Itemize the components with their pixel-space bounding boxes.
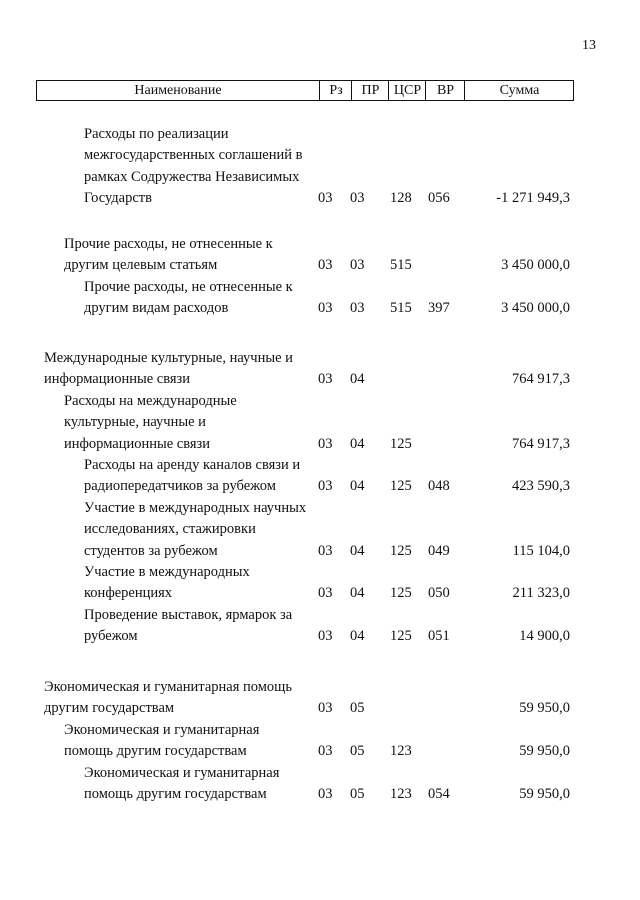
- cell-rz: 03: [318, 628, 333, 645]
- row-name-line: Прочие расходы, не отнесенные к: [84, 279, 293, 295]
- header-rz: Рз: [319, 81, 352, 100]
- cell-pr: 05: [350, 700, 365, 717]
- table-header: [36, 80, 574, 101]
- cell-rz: 03: [318, 371, 333, 388]
- cell-vr: 397: [428, 300, 450, 317]
- cell-rz: 03: [318, 300, 333, 317]
- row-name: [64, 720, 259, 763]
- row-name-line: Прочие расходы, не отнесенные к: [64, 236, 273, 252]
- cell-csr: 125: [390, 478, 412, 495]
- cell-csr: 128: [390, 190, 412, 207]
- row-name: [84, 763, 279, 806]
- row-name-line: Участие в международных: [84, 564, 250, 580]
- cell-rz: 03: [318, 542, 333, 559]
- cell-vr: 051: [428, 628, 450, 645]
- cell-sum: 14 900,0: [519, 628, 570, 645]
- cell-pr: 04: [350, 435, 365, 452]
- cell-pr: 05: [350, 786, 365, 803]
- cell-csr: 123: [390, 786, 412, 803]
- cell-rz: 03: [318, 786, 333, 803]
- row-name: [84, 605, 292, 648]
- row-name: [44, 677, 292, 720]
- row-name-line: Участие в международных научных: [84, 500, 307, 516]
- page-number: 13: [582, 38, 596, 53]
- cell-csr: 125: [390, 585, 412, 602]
- cell-pr: 03: [350, 190, 365, 207]
- cell-sum: 764 917,3: [512, 371, 570, 388]
- cell-csr: 123: [390, 743, 412, 760]
- cell-pr: 04: [350, 542, 365, 559]
- cell-vr: 054: [428, 786, 450, 803]
- row-name-line: рамках Содружества Независимых: [84, 168, 300, 185]
- cell-sum: 211 323,0: [512, 585, 570, 602]
- cell-csr: 125: [390, 542, 412, 559]
- cell-sum: 115 104,0: [512, 542, 570, 559]
- cell-csr: 125: [390, 628, 412, 645]
- cell-pr: 03: [350, 257, 365, 274]
- row-name: [44, 348, 293, 391]
- cell-rz: 03: [318, 257, 333, 274]
- row-name-line: Расходы по реализации: [84, 126, 229, 142]
- cell-sum: 764 917,3: [512, 435, 570, 452]
- cell-rz: 03: [318, 700, 333, 717]
- cell-pr: 03: [350, 300, 365, 317]
- cell-vr: 056: [428, 190, 450, 207]
- cell-pr: 05: [350, 743, 365, 760]
- cell-csr: 515: [390, 300, 412, 317]
- cell-rz: 03: [318, 435, 333, 452]
- row-name-line: Международные культурные, научные и: [44, 350, 293, 366]
- header-name: Наименование: [134, 83, 222, 98]
- row-name-line: помощь другим государствам: [84, 786, 267, 803]
- header-sum: Сумма: [464, 81, 574, 100]
- row-name-line: культурные, научные и: [64, 414, 206, 431]
- row-name-line: Экономическая и гуманитарная помощь: [44, 679, 292, 695]
- cell-rz: 03: [318, 585, 333, 602]
- row-name-line: рубежом: [84, 628, 138, 645]
- row-name-line: Экономическая и гуманитарная: [64, 722, 260, 738]
- row-name: [84, 498, 306, 562]
- row-name: [84, 277, 293, 320]
- row-name: [84, 124, 303, 210]
- row-name: [64, 234, 273, 277]
- cell-sum: 59 950,0: [519, 743, 570, 760]
- row-name-line: другим целевым статьям: [64, 257, 218, 274]
- cell-rz: 03: [318, 743, 333, 760]
- cell-sum: 3 450 000,0: [501, 300, 570, 317]
- row-name-line: информационные связи: [44, 371, 191, 388]
- row-name-line: Экономическая и гуманитарная: [84, 765, 280, 781]
- header-pr: ПР: [351, 81, 389, 100]
- cell-sum: 3 450 000,0: [501, 257, 570, 274]
- row-name-line: Государств: [84, 190, 152, 207]
- cell-rz: 03: [318, 478, 333, 495]
- cell-pr: 04: [350, 478, 365, 495]
- row-name-line: Проведение выставок, ярмарок за: [84, 607, 293, 623]
- row-name-line: другим государствам: [44, 700, 175, 717]
- cell-rz: 03: [318, 190, 333, 207]
- row-name: [64, 391, 237, 455]
- cell-pr: 04: [350, 628, 365, 645]
- row-name-line: Расходы на аренду каналов связи и: [84, 457, 301, 473]
- row-name-line: исследованиях, стажировки: [84, 521, 256, 538]
- row-name-line: информационные связи: [64, 435, 211, 452]
- cell-sum: 59 950,0: [519, 786, 570, 803]
- row-name-line: помощь другим государствам: [64, 743, 247, 760]
- row-name-line: Расходы на международные: [64, 393, 237, 409]
- row-name: [84, 562, 250, 605]
- cell-sum: 423 590,3: [512, 478, 570, 495]
- cell-csr: 515: [390, 257, 412, 274]
- row-name-line: межгосударственных соглашений в: [84, 147, 303, 164]
- cell-vr: 048: [428, 478, 450, 495]
- cell-sum: -1 271 949,3: [496, 190, 570, 207]
- row-name-line: студентов за рубежом: [84, 542, 218, 559]
- header-csr: ЦСР: [388, 81, 426, 100]
- cell-vr: 049: [428, 542, 450, 559]
- row-name-line: другим видам расходов: [84, 300, 229, 317]
- row-name: [84, 455, 300, 498]
- cell-pr: 04: [350, 585, 365, 602]
- cell-pr: 04: [350, 371, 365, 388]
- row-name-line: конференциях: [84, 585, 173, 602]
- row-name-line: радиопередатчиков за рубежом: [84, 478, 276, 495]
- cell-csr: 125: [390, 435, 412, 452]
- header-vr: ВР: [425, 81, 465, 100]
- cell-sum: 59 950,0: [519, 700, 570, 717]
- cell-vr: 050: [428, 585, 450, 602]
